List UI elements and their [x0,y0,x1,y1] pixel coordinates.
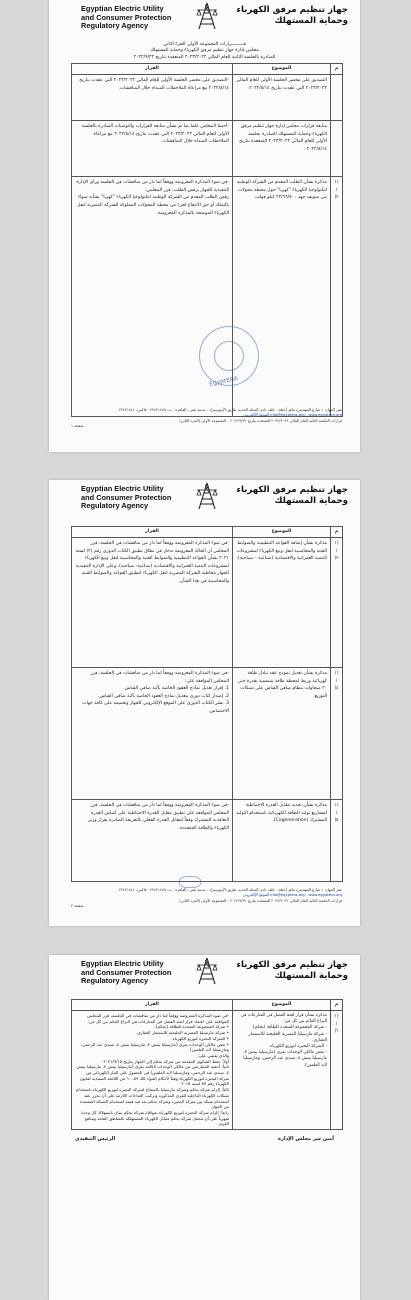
official-seal-small [179,876,201,888]
table-header-row [72,527,343,538]
document-page-1 [49,0,360,452]
document-page-3 [49,955,360,1300]
column-header-subject: الموضوع [233,527,331,538]
agency-name-arabic: جهاز تنظيم مرفق الكهرباء وحماية المستهلك [236,960,348,981]
footer-session: قرارات الجلسة الثانية للعام المالي ٢٠٢٣/٢٠٢٢ المنعقدة بتاريخ ٢٠٢٢/٩/٢٢ - المجموعة الأولى (الجزء الثاني) [179,418,342,423]
agency-logo-icon [195,482,219,510]
row-subject: التصديق على محضر الجلسة الأولى للعام المالي ٢٠٢٣/٢٠٢٢ التي عقدت بتاريخ ٢٠٢٢/٨/١٤. [233,75,331,121]
page-number: صفحة ٢ [71,904,84,909]
row-subject: مذكرة بشأن تعديل نموذج عقد تبادل طاقة كهربائية وربط لمحطة طاقة شمسية بقدرة حتى ٢٠ ميجاوات بنظام صافي القياس على شبكات التوزيع. [233,668,331,800]
agency-name-arabic: جهاز تنظيم مرفق الكهرباء وحماية المستهلك [236,5,348,26]
agency-logo-icon [195,957,219,985]
page-footer [71,408,342,430]
column-header-decision: القرار [72,527,233,538]
row-number: (١/٦) [331,1011,343,1130]
agency-name-arabic: جهاز تنظيم مرفق الكهرباء وحماية المستهلك [236,485,348,506]
decisions-table [71,999,343,1130]
footer-address: مقر الجهاز: ١ شارع المهندس/ ماهر أباظة - خلف نادي السكة الحديد، طريق الأوتوستراد - مدينة نصر - القاهرة · ت: ٢٣٤٢١٤٧٥ · فاكس: ٢٣٤٢١٤٨١ [118,408,342,412]
row-number: (١/٢) [331,177,343,417]
row-number [331,75,343,121]
table-row [72,1011,343,1130]
page-header [49,955,360,995]
table-row [72,75,343,121]
column-header-subject: الموضوع [233,1000,331,1011]
agency-name-english: Egyptian Electric Utility and Consumer Protection Regulatory Agency [81,959,172,986]
row-decision: -أحيط المجلس علما بما تم بشأن متابعة القرارات والتوصيات الصادرة بالجلسة الأولى للعام المالي ٢٠٢٣/٢٠٢٢ التي عقدت بتاريخ ٢٠٢٢/٨/١٤ مع مراعاة الملاحظات المبداه خلال المناقشات. [72,121,233,177]
table-row [72,668,343,800]
row-subject: مذكرة بشأن قرار لجنة الفصل في المنازعات في النزاع القائم بين كل من: - شركة المجموعة المتحدة للطاقة (يحكم). - شركة مارسيليا المصرية الخليجية للاستثمار العقاري. - الشركة البحيرة لتوزيع الكهرباء. - بعض مالكي الوحدات بقرى (مارسيليا بيتش ٣، مارسيليا بيتش ٤، سيدي عبد الرحمن، ومارسيليا لاند العلمين). [233,1011,331,1130]
row-decision: -في ضوء المذكرة المعروضة ووفقاً لما دار من مناقشات في الجلسة، قرر المجلس الموافقة على اعتماد قرار لجنة الفصل في المنازعات في النزاع القائم بين كل من: • شركة المجموعة المتحدة للطاقة (يحكم). • شركة مارسيليا المصرية الخليجية للاستثمار العقاري. • الشركة البحيرة لتوزيع الكهرباء. • بعض مالكي الوحدات بقرى (مارسيليا بيتش ٣، مارسيليا بيتش ٤، سيدي عبد الرحمن، ومارسيليا لاند العلمين). والذي يقضي على: أولاً: حفظ الشكوى المقدمة من شركة يحكم إلى الجهاز بتاريخ ٢٠٢١/٩/١٥. ثانياً: أحقية المتنازعين من مالكي الوحدات الكائنة بقرى (مارسيليا بيتش ٣، مارسيليا بيتش ٤، سيدي عبد الرحمن، ومارسيليا لاند العلمين) في الحصول على التيار الكهربائي من شركة البحيرة لتوزيع الكهرباء وفقاً لأحكام المواد ٥٥، ٥٩، ٦٠ من اللائحة التنفيذية لقانون الكهرباء رقم ٨٧ لسنة ٢٠١٥. ثالثاً: إلزام شركة يحكم وشركة مارسيليا بالسماح لشركة البحيرة لتوزيع الكهرباء باستخدام شبكات الكهرباء الداخلية للقرى المذكورة وتركيب العدادات اللازمة على أن يحرر عقد استخدام شبكة بين شركة البحيرة وشركة يحكم بعد قيد قيمة استخدام الشبكة المعتمدة من الجهاز. رابعاً: إلزام شركة البحيرة لتوزيع الكهرباء بموافاة شركة يحكم ببيان باستهلاك كل وحدة شهرياً على أن تتحمل شركة يحكم مقابل الكهرباء المستهلكة بالمناطق العامة ومنافع القرى. [72,1011,233,1130]
page-number: صفحة ١ [71,424,84,429]
table-row [72,800,343,882]
row-decision: -في ضوء المذكرة المعروضة ووفقاً لما دار من مناقشات في الجلسة، قرر المجلس الموافقة على تطبيق مقابل القدرة الاحتياطية على أساس القدرة التعاقدية للمشترك وفقاً لمقابل القدرة الفعلي بالتعريفة الصادرة بقرار وزير الكهرباء والطاقة المتجددة. [72,800,233,882]
agency-name-english: Egyptian Electric Utility and Consumer Protection Regulatory Agency [81,4,172,31]
column-header-decision: القرار [72,64,233,75]
footer-website-link[interactable]: info@egyptera.org · www.egyptera.org الموقع الإلكتروني [242,413,342,418]
table-row [72,177,343,417]
footer-address: مقر الجهاز: ١ شارع المهندس/ ماهر أباظة - خلف نادي السكة الحديد، طريق الأوتوستراد - مدينة نصر - القاهرة · ت: ٢٣٤٢١٤٧٥ · فاكس: ٢٣٤٢١٤٨١ [118,888,342,892]
row-decision: -التصديق على محضر الجلسة الأولى للعام المالي ٢٠٢٣/٢٠٢٢ التي عقدت بتاريخ ٢٠٢٢/٨/١٤ مع مراعاة الملاحظات المبداه خلال المناقشات. [72,75,233,121]
row-decision: -في ضوء المذكرة المعروضة ووفقاً لما دار من مناقشات في الجلسة، قرر المجلس أن الحالة المعروضة تدخل في نطاق تطبيق الكتاب الدوري رقم (٢) لسنة ٢٠٢١ بشأن القواعد التنظيمية والضوابط الفنية والمحاسبية لنقل وبيع الكهرباء لمشروعات التنمية العمرانية والاقتصادية (صناعية- سياحية)، وعلى الإدارة التنفيذية للجهاز مخاطبة الشركة المصرية لنقل الكهرباء لتطبيق القواعد والضوابط الفنية والمحاسبية في هذا الشأن. [72,538,233,668]
document-page-2 [49,480,360,926]
page-footer [71,888,342,910]
table-header-row [72,1000,343,1011]
row-subject: مذكرة بشأن تحديد مقابل القدرة الاحتياطية لمشاريع توليد الطاقة الكهربائية باستخدام التوليد المشترك (Cogeneration). [233,800,331,882]
row-number: (١/٥) [331,800,343,882]
column-header-subject: الموضوع [233,64,331,75]
page-header [49,0,360,40]
column-header-number: م [331,64,343,75]
column-header-number: م [331,527,343,538]
table-row [72,538,343,668]
row-decision: -في ضوء المذكرة المعروضة ووفقاً لما دار من مناقشات في الجلسة، قرر المجلس الموافقة على: 1. إقرار تعديل نماذج العقود الخاصة بآلية صافي القياس. 2. إصدار كتاب دوري بتعديل نماذج العقود الخاصة بآلية صافي القياس. 3. نشر الكتاب الدوري على الموقع الإلكتروني للجهاز وتعميمه على كافة جهات الاختصاص. [72,668,233,800]
row-subject: مذكرة بشأن الطلب المقدم من الشركة الوطنية لتكنولوجيا الكهرباء "كهربا" حول محطة محولات بني سويف جهد ٢٢/٦٦/٥٠٠ كيلو فولت. [233,177,331,417]
agency-logo-icon [195,2,219,30]
seal-handwriting: EgyptERA [208,375,239,388]
agency-name-english: Egyptian Electric Utility and Consumer Protection Regulatory Agency [81,484,172,511]
signature-block [75,1136,334,1142]
column-header-number: م [331,1000,343,1011]
row-number: (١/٤) [331,668,343,800]
signature-ceo-label: الرئيس التنفيذي [75,1136,116,1143]
row-decision: -في ضوء المذكرة المعروضة ووفقاً لما دار من مناقشات في الجلسة ورأي الإدارة التنفيذية للجهاز برفض الطلب، قرر المجلس: رفض الطلب المقدم من الشركة الوطنية لتكنولوجيا الكهرباء "كهربا" بشأنه سواء بالتملك أو حق الانتفاع لجزء من محطة المحولات المملوكة للشركة المصرية لنقل الكهرباء الموضحة بالمذكرة المعروضة. [72,177,233,417]
row-number: (١/٣) [331,538,343,668]
row-number [331,121,343,177]
signature-secretary-label: أمين سر مجلس الإدارة [278,1136,334,1143]
row-subject: مذكرة بشأن إضافة القواعد التنظيمية والضوابط الفنية والمحاسبية لنقل وبيع الكهرباء لمشروعات التنمية العمرانية والاقتصادية (صناعية – سياحية). [233,538,331,668]
decisions-subtitle: قـــــــــرارات المجموعة الأولى الجزء الثاني مجلس إدارة جهاز تنظيم مرفق الكهرباء وحماية المستهلك الصادرة بالجلسة الثانية للعام المالي ٢٠٢٣/٢٠٢٢ المنعقدة بتاريخ ٢٠٢٢/٩/٢٢ [133,42,276,60]
column-header-decision: القرار [72,1000,233,1011]
footer-website-link[interactable]: info@egyptera.org · www.egyptera.org الموقع الإلكتروني [242,893,342,898]
decisions-table [71,526,343,882]
row-subject: متابعة قرارات مجلس إدارة جهاز تنظيم مرفق الكهرباء وحماية المستهلك الصادرة بجلسة الأولى للعام المالي ٢٠٢٣/٢٠٢٢ المنعقدة بتاريخ ٢٠٢٢/٨/١٤. [233,121,331,177]
table-row [72,121,343,177]
footer-session: قرارات الجلسة الثانية للعام المالي ٢٠٢٣/٢٠٢٢ المنعقدة بتاريخ ٢٠٢٢/٩/٢٢ - المجموعة الأولى (الجزء الثاني) [179,898,342,903]
table-header-row [72,64,343,75]
page-header [49,480,360,520]
